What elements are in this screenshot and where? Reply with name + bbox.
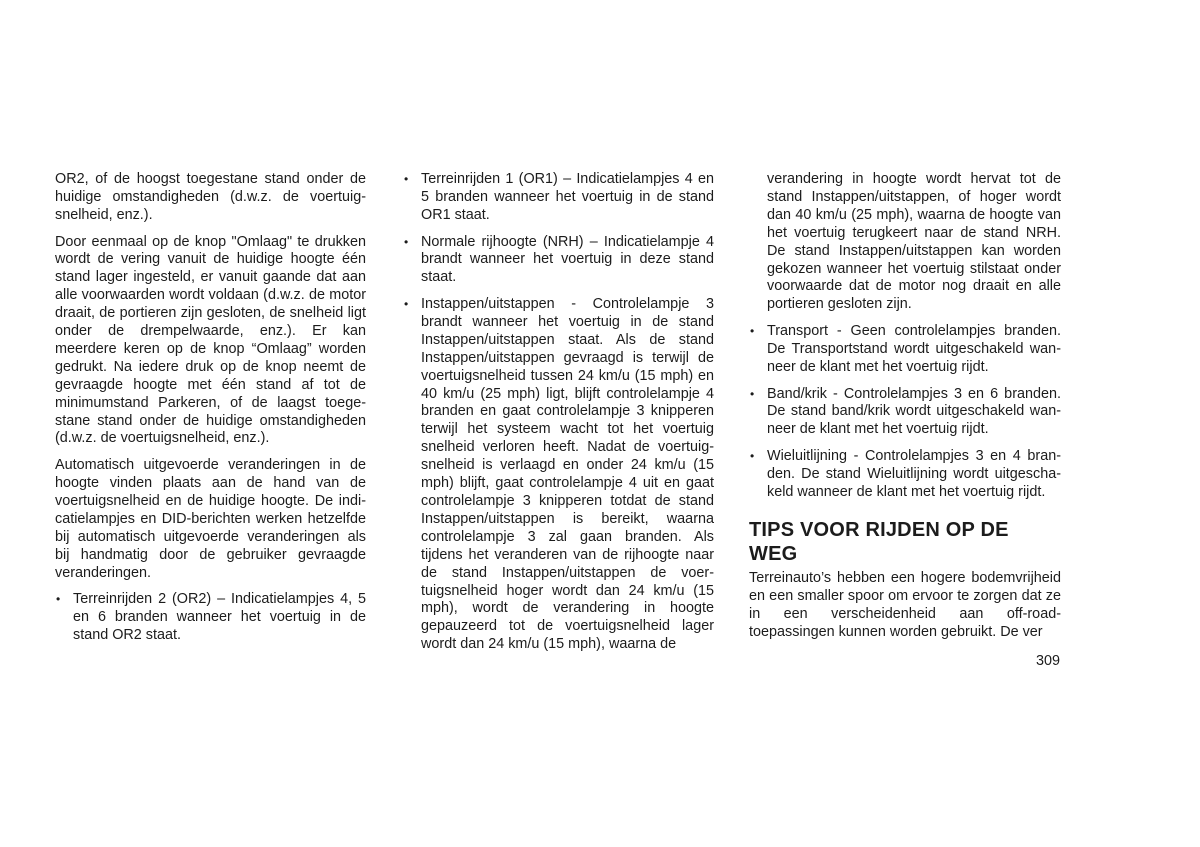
list-item xyxy=(749,323,1061,377)
bullet-icon: • xyxy=(750,386,755,401)
bullet-list xyxy=(55,591,366,645)
bullet-icon: • xyxy=(404,297,409,312)
list-item-text: Wieluitlijning - Controlelampjes 3 en 4 branden. De stand Wieluitlijning wordt uitgeschakeld wanneer de klant met het voertuig rijdt. xyxy=(767,448,1061,500)
list-item xyxy=(55,591,366,645)
list-item-text: Transport - Geen controlelampjes branden. De Transportstand wordt uitgeschakeld wanneer de klant met het voertuig rijdt. xyxy=(767,323,1061,375)
list-item-text: Terreinrijden 2 (OR2) – Indicatielampjes 4, 5 en 6 branden wanneer het voertuig in de stand OR2 staat. xyxy=(73,591,366,644)
list-item-text: Normale rijhoogte (NRH) – Indicatielampje 4 brandt wanneer het voertuig in deze stand staat. xyxy=(421,233,714,286)
bullet-list xyxy=(403,171,714,654)
bullet-icon: • xyxy=(404,234,409,249)
list-item-text: Band/krik - Controlelampjes 3 en 6 branden. De stand band/krik wordt uitgeschakeld wanneer de klant met het voertuig rijdt. xyxy=(767,385,1061,438)
bullet-icon: • xyxy=(56,592,61,607)
list-item xyxy=(403,171,714,225)
list-item-text: Instappen/uitstappen - Controlelampje 3 brandt wanneer het voertuig in de stand Instappen/uitstappen staat. Als de stand Instappen/uitstappen gevraagd is terwijl de voertuigsnelheid tussen 24 km/u (15 mph) en 40 km/u (25 mph) ligt, blijft controlelampje 4 branden en gaat controlelampje 3 knipperen terwijl het systeem wacht tot het voertuig snelheid verloren heeft. Nadat de voertuigsnelheid is verlaagd en onder 24 km/u (15 mph) blijft, gaat controlelampje 4 uit en gaat controlelampje 3 knipperen totdat de stand Instappen/uitstappen is bereikt, waarna controlelampje 3 zal gaan branden. Als tijdens het veranderen van de rijhoogte naar de stand Instappen/uitstappen de voertuigsnelheid hoger wordt dan 24 km/u (15 mph), wordt de verandering in hoogte gepauzeerd tot de voertuigsnelheid lager wordt dan 24 km/u (15 mph), waarna de xyxy=(421,296,714,653)
paragraph: Terreinauto’s hebben een hogere bodemvrijheid en een smaller spoor om ervoor te zorgen dat ze in een verscheidenheid aan off-roadtoepassingen kunnen worden gebruikt. De ver xyxy=(749,569,1061,640)
paragraph: Door eenmaal op de knop "Omlaag" te drukken wordt de vering vanuit de huidige hoogte één stand lager ingesteld, er vanuit gaande dat aan alle voorwaarden wordt voldaan (d.w.z. de motor draait, de portieren zijn gesloten, de snelheid ligt onder de drempelwaarde, enz.). Er kan meerdere keren op de knop “Omlaag” worden gedrukt. Na iedere druk op de knop neemt de gevraagde hoogte met één stand af tot de minimumstand Parkeren, of de laagst toegestane stand onder de huidige omstandigheden (d.w.z. de voertuigsnelheid, enz.). xyxy=(55,233,366,447)
list-item xyxy=(403,234,714,288)
section-heading: TIPS VOOR RIJDEN OP DE WEG xyxy=(749,518,1009,565)
paragraph: verandering in hoogte wordt hervat tot de stand Instappen/uitstappen, of hoger wordt dan 40 km/u (25 mph), waarna de hoogte van het voertuig terugkeert naar de stand NRH. De stand Instappen/uitstappen kan worden gekozen wanneer het voertuig stilstaat onder voorwaarde dat de motor nog draait en alle portieren gesloten zijn. xyxy=(767,171,1061,313)
paragraph: Automatisch uitgevoerde veranderingen in de hoogte vinden plaats aan de hand van de voertuigsnelheid en de huidige hoogte. De indicatielampjes en DID-berichten werken hetzelfde bij automatisch uitgevoerde veranderingen als bij handmatig door de gebruiker gevraagde veranderingen. xyxy=(55,457,366,581)
page-number: 309 xyxy=(1035,653,1060,669)
text-column-1 xyxy=(55,171,366,654)
list-item-text: Terreinrijden 1 (OR1) – Indicatielampjes 4 en 5 branden wanneer het voertuig in de stand OR1 staat. xyxy=(421,171,714,223)
list-item xyxy=(749,386,1061,440)
text-column-2 xyxy=(403,171,714,663)
text-column-3 xyxy=(749,171,1061,650)
bullet-icon: • xyxy=(750,449,755,464)
bullet-icon: • xyxy=(750,324,755,339)
paragraph: OR2, of de hoogst toegestane stand onder de huidige omstandigheden (d.w.z. de voertuigsnelheid, enz.). xyxy=(55,171,366,223)
list-item xyxy=(403,296,714,654)
bullet-list xyxy=(749,323,1061,502)
list-item xyxy=(749,448,1061,502)
bullet-icon: • xyxy=(404,172,409,186)
